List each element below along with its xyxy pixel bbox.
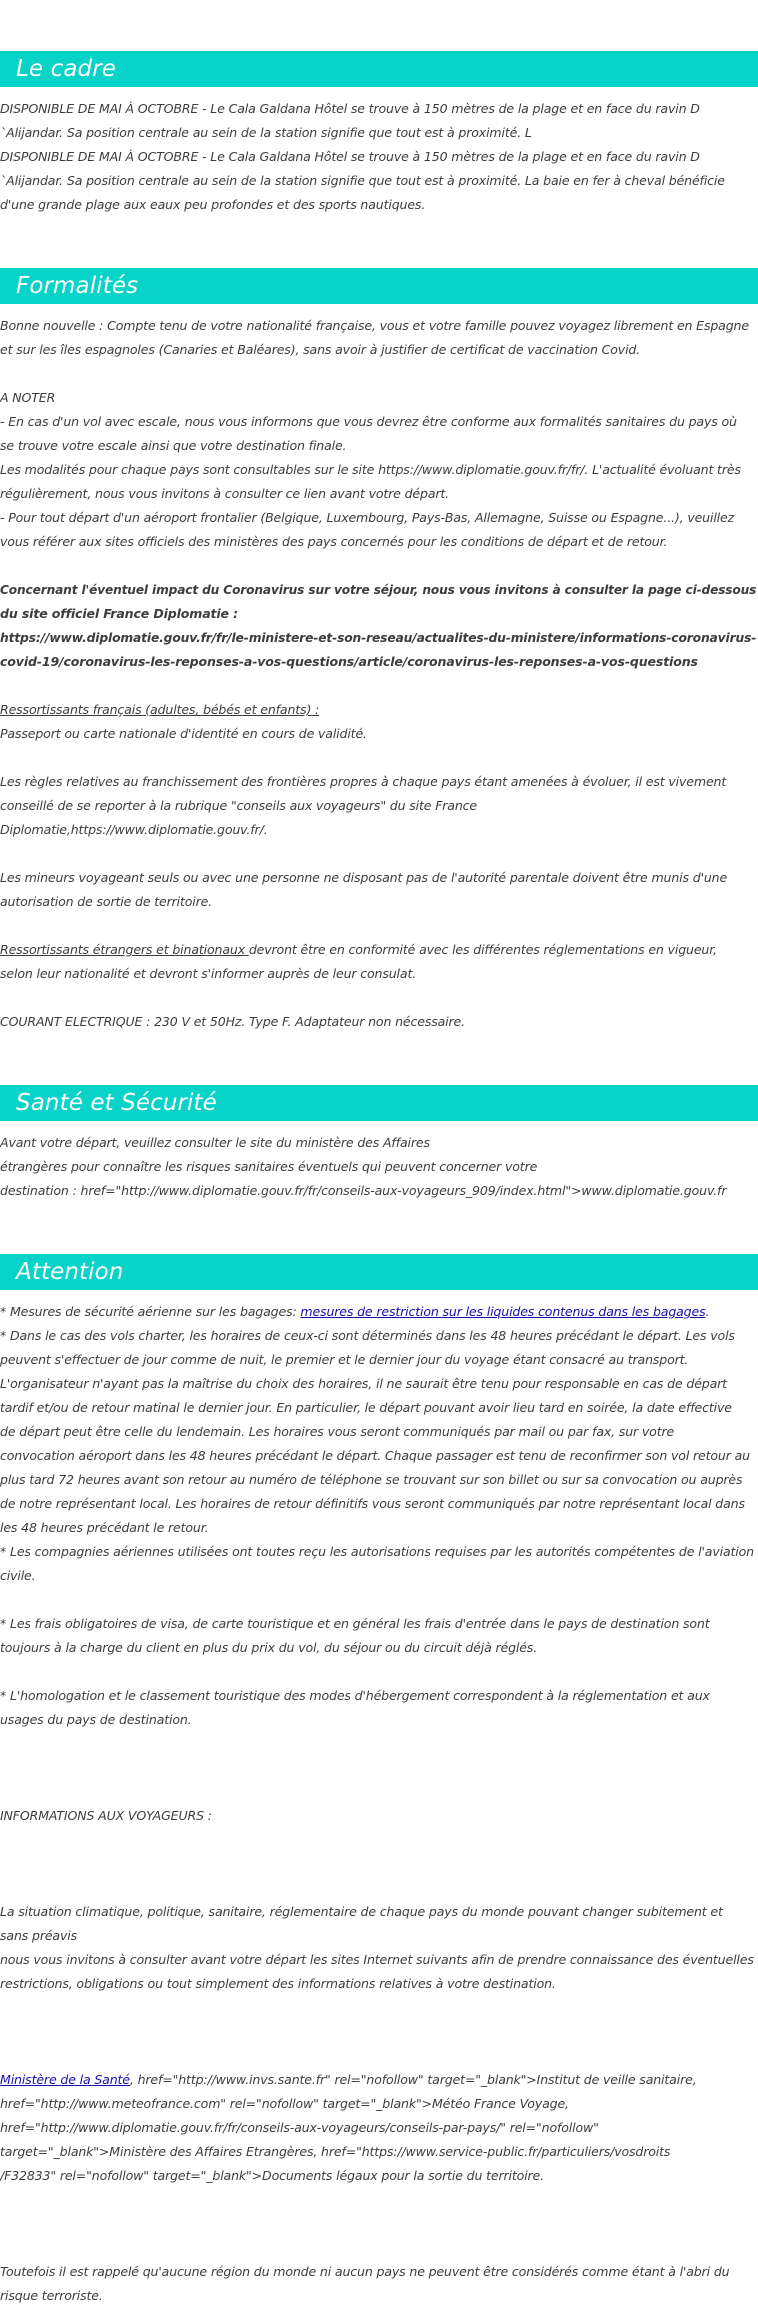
charter-line: * Les compagnies aériennes utilisées ont toutes reçu les autorisations requises par les autorités compétentes de l'aviation xyxy=(0,1544,754,1559)
mineurs-line: Les mineurs voyageant seuls ou avec une personne ne disposant pas de l'autorité parentale doivent être munis d'une xyxy=(0,870,728,885)
noter-line: - Pour tout départ d'un aéroport frontalier (Belgique, Luxembourg, Pays-Bas, Allemagne, Suisse ou Espagne...), veuillez xyxy=(0,510,735,525)
noter-line: vous référer aux sites officiels des ministères des pays concernés pour les conditions de départ et de retour. xyxy=(0,534,668,549)
noter-line: régulièrement, nous vous invitons à consulter ce lien avant votre départ. xyxy=(0,486,450,501)
charter-line: de départ peut être celle du lendemain. Les horaires vous seront communiqués par mail ou par fax, sur votre xyxy=(0,1424,675,1439)
mesures-liquides-link[interactable]: mesures de restriction sur les liquides contenus dans les bagages xyxy=(300,1304,706,1319)
cadre-text-line: `Alijandar. Sa position centrale au sein de la station signifie que tout est à proximité. L xyxy=(0,125,532,140)
etrangers-line: selon leur nationalité et devront s'informer auprès de leur consulat. xyxy=(0,966,417,981)
etrangers-heading: Ressortissants étrangers et binationaux xyxy=(0,942,249,957)
situation-line: La situation climatique, politique, sanitaire, réglementaire de chaque pays du monde pouvant changer subitement et xyxy=(0,1904,723,1919)
cadre-text-line: d'une grande plage aux eaux peu profondes et des sports nautiques. xyxy=(0,197,426,212)
terrorisme-line: Toutefois il est rappelé qu'aucune région du monde ni aucun pays ne peuvent être considérés comme étant à l'abri du xyxy=(0,2264,730,2279)
charter-line: de notre représentant local. Les horaires de retour définitifs vous seront communiqués par notre représentant local dans xyxy=(0,1496,745,1511)
charter-line: tardif et/ou de retour matinal le dernier jour. En particulier, le départ pouvant avoir lieu tard en soirée, la date effective xyxy=(0,1400,732,1415)
sites-line: target="_blank">Ministère des Affaires Etrangères, href="https://www.service-public.fr/particuliers/vosdroits xyxy=(0,2144,671,2159)
noter-line: se trouve votre escale ainsi que votre destination finale. xyxy=(0,438,347,453)
ressortissants-francais-text: Passeport ou carte nationale d'identité en cours de validité. xyxy=(0,726,367,741)
frais-line: toujours à la charge du client en plus du prix du vol, du séjour ou du circuit déjà réglés. xyxy=(0,1640,538,1655)
cadre-text-line: DISPONIBLE DE MAI À OCTOBRE - Le Cala Galdana Hôtel se trouve à 150 mètres de la plage et en face du ravin D xyxy=(0,149,700,164)
covid-notice-line: covid-19/coronavirus-les-reponses-a-vos-questions/article/coronavirus-les-reponses-a-vos-questions xyxy=(0,654,698,669)
charter-line: convocation aéroport dans les 48 heures précédant le départ. Chaque passager est tenu de reconfirmer son vol retour au xyxy=(0,1448,750,1463)
covid-notice-line: Concernant l'éventuel impact du Coronavirus sur votre séjour, nous vous invitons à consulter la page ci-dessous xyxy=(0,582,757,597)
sites-line: /F32833" rel="nofollow" target="_blank">Documents légaux pour la sortie du territoire. xyxy=(0,2168,544,2183)
charter-line: les 48 heures précédant le retour. xyxy=(0,1520,209,1535)
homologation-line: usages du pays de destination. xyxy=(0,1712,192,1727)
charter-line: plus tard 72 heures avant son retour au numéro de téléphone se trouvant sur son billet ou sur sa convocation ou auprès xyxy=(0,1472,743,1487)
regles-line: Les règles relatives au franchissement des frontières propres à chaque pays étant amenées à évoluer, il est vivement xyxy=(0,774,727,789)
situation-line: sans préavis xyxy=(0,1928,77,1943)
sites-line: Ministère de la Santé, href="http://www.invs.sante.fr" rel="nofollow" target="_blank">Institut de veille sanitaire, xyxy=(0,2072,697,2087)
section-heading-formalites: Formalités xyxy=(0,268,758,304)
noter-line: Les modalités pour chaque pays sont consultables sur le site https://www.diplomatie.gouv.fr/fr/. L'actualité évoluant très xyxy=(0,462,741,477)
covid-notice-line: https://www.diplomatie.gouv.fr/fr/le-ministere-et-son-reseau/actualites-du-ministere/informations-coronavirus- xyxy=(0,630,757,645)
cadre-text-line: DISPONIBLE DE MAI À OCTOBRE - Le Cala Galdana Hôtel se trouve à 150 mètres de la plage et en face du ravin D xyxy=(0,101,700,116)
charter-line: L'organisateur n'ayant pas la maîtrise du choix des horaires, il ne saurait être tenu pour responsable en cas de départ xyxy=(0,1376,727,1391)
ressortissants-francais-heading: Ressortissants français (adultes, bébés et enfants) : xyxy=(0,702,320,717)
sante-line: étrangères pour connaître les risques sanitaires éventuels qui peuvent concerner votre xyxy=(0,1159,538,1174)
etrangers-line: Ressortissants étrangers et binationaux devront être en conformité avec les différentes réglementations en vigueur, xyxy=(0,942,717,957)
terrorisme-line: risque terroriste. xyxy=(0,2288,103,2303)
situation-line: nous vous invitons à consulter avant votre départ les sites Internet suivants afin de prendre connaissance des éventuelles xyxy=(0,1952,754,1967)
cadre-text-line: `Alijandar. Sa position centrale au sein de la station signifie que tout est à proximité. La baie en fer à cheval bénéficie xyxy=(0,173,725,188)
frais-line: * Les frais obligatoires de visa, de carte touristique et en général les frais d'entrée dans le pays de destination sont xyxy=(0,1616,710,1631)
sante-line: Avant votre départ, veuillez consulter le site du ministère des Affaires xyxy=(0,1135,430,1150)
noter-line: A NOTER xyxy=(0,390,56,405)
charter-line: * Dans le cas des vols charter, les horaires de ceux-ci sont déterminés dans les 48 heures précédant le départ. Les vols xyxy=(0,1328,735,1343)
formalites-intro-line: et sur les îles espagnoles (Canaries et Baléares), sans avoir à justifier de certificat de vaccination Covid. xyxy=(0,342,641,357)
section-heading-attention: Attention xyxy=(0,1254,758,1290)
situation-line: restrictions, obligations ou tout simplement des informations relatives à votre destination. xyxy=(0,1976,556,1991)
homologation-line: * L'homologation et le classement touristique des modes d'hébergement correspondent à la réglementation et aux xyxy=(0,1688,710,1703)
mineurs-line: autorisation de sortie de territoire. xyxy=(0,894,213,909)
mesures-line: * Mesures de sécurité aérienne sur les bagages: mesures de restriction sur les liquides contenus dans les bagages. xyxy=(0,1304,710,1319)
formalites-intro-line: Bonne nouvelle : Compte tenu de votre nationalité française, vous et votre famille pouvez voyagez librement en Espagne xyxy=(0,318,749,333)
informations-voyageurs-heading: INFORMATIONS AUX VOYAGEURS : xyxy=(0,1808,212,1823)
regles-line: conseillé de se reporter à la rubrique "conseils aux voyageurs" du site France xyxy=(0,798,477,813)
ministere-sante-link[interactable]: Ministère de la Santé xyxy=(0,2072,130,2087)
charter-line: civile. xyxy=(0,1568,36,1583)
sante-line: destination : href="http://www.diplomatie.gouv.fr/fr/conseils-aux-voyageurs_909/index.html">www.diplomatie.gouv.fr xyxy=(0,1183,727,1198)
regles-line: Diplomatie,https://www.diplomatie.gouv.fr/. xyxy=(0,822,268,837)
section-heading-sante: Santé et Sécurité xyxy=(0,1085,758,1121)
noter-line: - En cas d'un vol avec escale, nous vous informons que vous devrez être conforme aux formalités sanitaires du pays où xyxy=(0,414,737,429)
charter-line: peuvent s'effectuer de jour comme de nuit, le premier et le dernier jour du voyage étant consacré au transport. xyxy=(0,1352,689,1367)
section-heading-cadre: Le cadre xyxy=(0,51,758,87)
sites-line: href="http://www.meteofrance.com" rel="nofollow" target="_blank">Météo France Voyage, xyxy=(0,2096,569,2111)
courant-electrique: COURANT ELECTRIQUE : 230 V et 50Hz. Type F. Adaptateur non nécessaire. xyxy=(0,1014,465,1029)
sites-line: href="http://www.diplomatie.gouv.fr/fr/conseils-aux-voyageurs/conseils-par-pays/" rel="nofollow" xyxy=(0,2120,599,2135)
covid-notice-line: du site officiel France Diplomatie : xyxy=(0,606,239,621)
